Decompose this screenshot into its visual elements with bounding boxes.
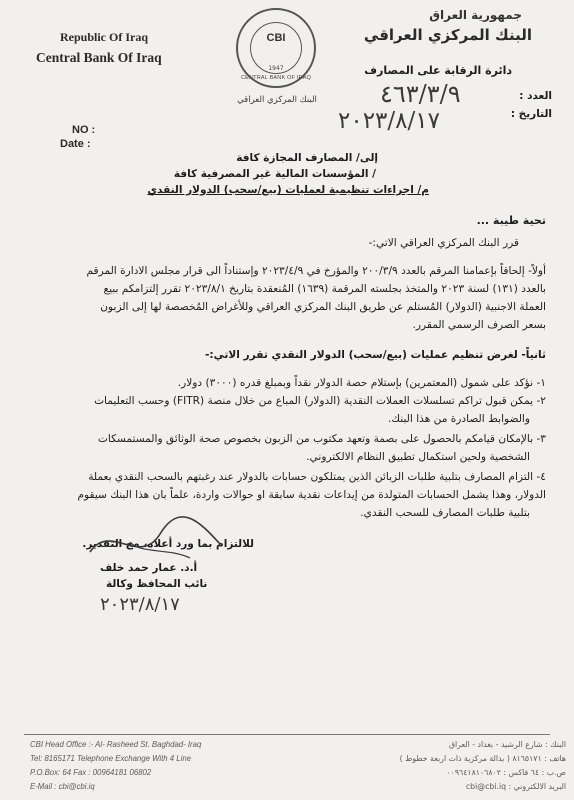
greeting: تحية طيبة ... [476, 214, 546, 227]
footer-ar-line3: ص.ب : ٦٤ فاكس : ٠٠٩٦٤١٨١٠٦٨٠٢ [446, 768, 566, 777]
signature-date: ٢٠٢٣/٨/١٧ [100, 594, 180, 615]
second-line-7: الدولار، وهذا يشمل الحسابات المتولدة من إيداعات نقدية سابقة او حوالات واردة، علماً بان هذا البنك سيقوم [77, 489, 546, 501]
subject-line: م/ اجراءات تنظيمية لعمليات (بيع/سحب) الدولار النقدي [147, 184, 429, 196]
logo-ring-text: CENTRAL BANK OF IRAQ [240, 75, 312, 81]
first-line-3: العملة الاجنبية (الدولار) المُستلم عن طريق البنك المركزي العراقي وللأغراض المُخصصة لها إلى الزبون [100, 301, 546, 313]
footer-en-line3: P.O.Box: 64 Fax : 00964181 06802 [30, 768, 152, 777]
logo-caption: البنك المركزي العراقي [237, 95, 317, 105]
signature-title: نائب المحافظ وكالة [106, 578, 208, 590]
second-line-5: الشخصية ولحين استكمال تطبيق النظام الالكتروني. [306, 451, 530, 463]
date-label: التاريخ : [510, 108, 552, 120]
cbi-seal-logo [236, 8, 316, 88]
second-line-6: ٤- التزام المصارف بتلبية طلبات الزبائن الذين يمتلكون حسابات بالدولار عند رغبتهم بالسحب النقدي بعملة [88, 471, 546, 483]
header-ar-line2: البنك المركزي العراقي [363, 26, 532, 44]
first-line-1: أولاً- إلحاقاً بإعمامنا المرقم بالعدد ٢٠٠/٣/٩ والمؤرخ في ٢٠٢٣/٤/٩ وإستناداً الى قرار مجلس الادارة المرقم [86, 265, 546, 277]
no-label: NO : [72, 124, 96, 136]
header-en-line1: Republic Of Iraq [60, 30, 149, 44]
second-line-8: بتلبية طلبات المصارف للسحب النقدي. [360, 507, 530, 519]
footer-en-line1: CBI Head Office :- Al- Rasheed St. Baghdad- Iraq [30, 740, 202, 749]
footer-divider [24, 734, 550, 735]
intro-text: قرر البنك المركزي العراقي الاتي:- [368, 237, 519, 249]
second-line-4: ٣- بالإمكان قيامكم بالحصول على بصمة وتعهد مكتوب من الزبون بخصوص صحة الوثائق والمستمسكات [97, 433, 546, 445]
footer-ar-line1: البنك : شارع الرشيد - بغداد - العراق [448, 740, 566, 749]
number-label: العدد : [519, 90, 552, 102]
date-en-label: Date : [60, 138, 91, 150]
second-line-3: والضوابط الصادرة من هذا البنك. [387, 413, 530, 425]
second-line-1: ١- نؤكد على شمول (المعتمرين) بإستلام حصة الدولار نقداً وبمبلغ قدره (٣٠٠٠) دولار. [177, 377, 546, 389]
recipient-line1: إلى/ المصارف المجازة كافة [236, 152, 378, 164]
first-line-2: بالعدد (١٣١) لسنة ٢٠٢٣ والمتخذ بجلسته المرقمة (١٦٣٩) المُنعقدة بتاريخ ٢٠٢٣/٨/١ تقرر إلتزامكم ببيع [103, 283, 546, 295]
logo-text: CBI [266, 32, 286, 44]
first-line-4: بسعر الصرف الرسمي المقرر. [412, 319, 546, 331]
footer-ar-line2: هاتف : ٨١٦٥١٧١ ( بدالة مركزية ذات اربعة خطوط ) [399, 754, 566, 763]
department-name: دائرة الرقابة على المصارف [364, 64, 512, 77]
date-value: ٢٠٢٣/٨/١٧ [338, 108, 440, 134]
second-line-2: ٢- يمكن قبول تراكم تسلسلات العملات النقدية (الدولار) المباع من خلال منصة (FITR) وحسب التعليمات [94, 395, 546, 407]
footer-en-line2: Tel: 8165171 Telephone Exchange With 4 Line [30, 754, 192, 763]
second-title: ثانياً- لغرض تنظيم عمليات (بيع/سحب) الدولار النقدي تقرر الاتي:- [205, 349, 546, 361]
closing-line: للالتزام بما ورد أعلاه، مع التقدير. [82, 538, 254, 550]
footer-en-line4: E-Mail : cbi@cbi.iq [30, 782, 95, 791]
recipient-line2: / المؤسسات المالية غير المصرفية كافة [173, 168, 376, 180]
number-value: ٤٦٣/٣/٩ [380, 80, 461, 108]
header-en-line2: Central Bank Of Iraq [36, 50, 162, 65]
header-ar-line1: جمهورية العراق [429, 8, 522, 22]
signature-name: أ.د. عمار حمد خلف [100, 562, 198, 574]
footer-ar-line4: البريد الالكتروني : cbi@cbi.iq [465, 782, 566, 791]
logo-year: 1947 [268, 65, 284, 72]
